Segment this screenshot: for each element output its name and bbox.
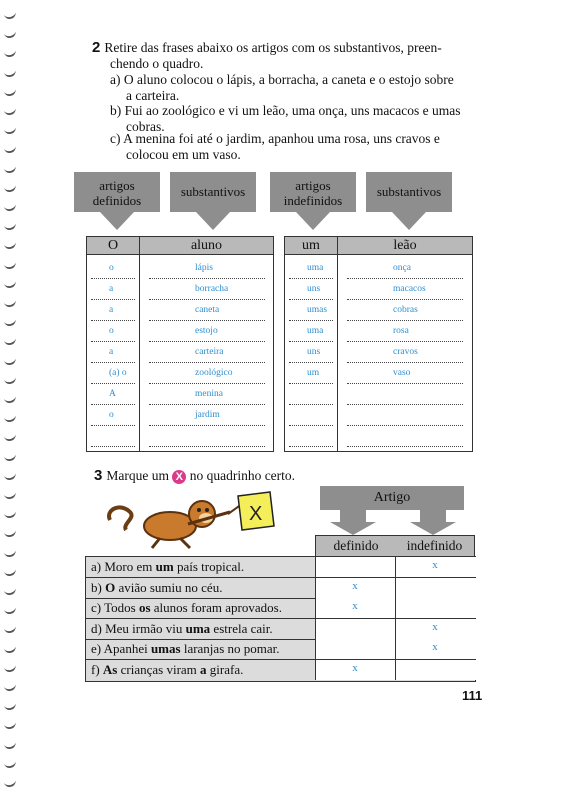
- mark-indefinido: x: [432, 620, 438, 633]
- mark-definido: x: [352, 579, 358, 592]
- article-cell: a: [91, 280, 135, 300]
- q2-instruction: [92, 40, 482, 72]
- arrow-substantivos-2: [364, 172, 454, 232]
- spiral-ring: [3, 393, 17, 404]
- q2-a-line2: a carteira.: [126, 88, 180, 103]
- article-cell: o: [91, 259, 135, 279]
- q2-c-line1: A menina foi até o jardim, apanhou uma rosa, uns cravos e: [123, 131, 440, 146]
- article-cell: [289, 406, 333, 426]
- spiral-ring: [3, 9, 17, 20]
- header-leao: leão: [338, 237, 472, 255]
- spiral-ring: [3, 450, 17, 461]
- article-cell: um: [289, 364, 333, 384]
- mark-indefinido: x: [432, 641, 438, 653]
- spiral-ring: [3, 604, 17, 615]
- checkbox-definido[interactable]: [315, 578, 396, 598]
- noun-cell: borracha: [149, 280, 265, 300]
- q3-row: [86, 598, 475, 619]
- spiral-ring: [3, 182, 17, 193]
- noun-cell: carteira: [149, 343, 265, 363]
- article-cell: [91, 427, 135, 447]
- q3-table: [85, 535, 474, 680]
- article-bold: As: [102, 661, 118, 677]
- noun-cell: estojo: [149, 322, 265, 342]
- page-number: 111: [462, 688, 483, 703]
- row-label: a): [91, 559, 102, 574]
- col-header-definido: definido: [315, 535, 397, 556]
- spiral-ring: [3, 566, 17, 577]
- q3-instruction: [94, 468, 414, 484]
- q2-instruction-line2: chendo o quadro.: [110, 56, 204, 71]
- sentence-pre: Todos: [104, 600, 139, 615]
- checkbox-indefinido[interactable]: [395, 598, 476, 618]
- q2-c-line2: colocou em um vaso.: [126, 147, 241, 162]
- mark-definido: x: [352, 600, 358, 612]
- spiral-ring: [3, 527, 17, 538]
- spiral-ring: [3, 662, 17, 673]
- checkbox-indefinido[interactable]: [395, 557, 476, 577]
- q3-row: [86, 557, 475, 578]
- noun-cell: cobras: [347, 301, 463, 321]
- sign-x-mark: X: [249, 503, 263, 525]
- column-divider: [139, 237, 140, 451]
- noun-cell: caneta: [149, 301, 265, 321]
- spiral-ring: [3, 220, 17, 231]
- spiral-ring: [3, 700, 17, 711]
- bleed-through-text: [439, 157, 562, 223]
- article-cell: [289, 427, 333, 447]
- arrow-label: artigos definidos: [92, 178, 142, 208]
- noun-cell: [347, 406, 463, 426]
- spiral-ring: [3, 642, 17, 653]
- table-indefinidos: [284, 236, 473, 452]
- artigo-arrows: [320, 508, 480, 536]
- spiral-ring: [3, 374, 17, 385]
- q3-instruction-pre: Marque um: [106, 468, 169, 483]
- q3-row-sentence: [91, 661, 243, 679]
- sentence-post: avião sumiu no céu.: [115, 579, 223, 595]
- spiral-ring: [3, 47, 17, 58]
- artigo-group-header: Artigo: [320, 486, 464, 510]
- sentence-post: alunos foram aprovados.: [150, 600, 282, 615]
- row-label: c): [91, 600, 102, 615]
- checkbox-definido[interactable]: [315, 557, 396, 577]
- row-label: e): [91, 641, 102, 656]
- q3-row-sentence: [91, 558, 244, 576]
- col-header-indefinido: indefinido: [395, 535, 475, 556]
- sentence-post: país tropical.: [173, 559, 245, 574]
- noun-cell: vaso: [347, 364, 463, 384]
- header-aluno: aluno: [140, 237, 273, 255]
- article-bold: os: [138, 600, 151, 615]
- row-label: f): [91, 661, 100, 677]
- x-circle-icon: X: [172, 470, 186, 484]
- spiral-ring: [3, 66, 17, 77]
- sentence-pre: Moro em: [104, 559, 156, 574]
- q3-row-sentence: [91, 640, 280, 658]
- spiral-ring: [3, 124, 17, 135]
- checkbox-indefinido[interactable]: [395, 619, 476, 639]
- checkbox-definido[interactable]: [315, 619, 396, 639]
- q2-b-line2: cobras.: [126, 119, 165, 134]
- row-label: b): [91, 579, 102, 595]
- spiral-ring: [3, 623, 17, 634]
- q3-row: [86, 578, 475, 599]
- sentence-pre: Meu irmão viu: [105, 620, 186, 636]
- noun-cell: macacos: [347, 280, 463, 300]
- article-cell: [289, 385, 333, 405]
- table-definidos: [86, 236, 274, 452]
- arrow-artigos-definidos: [72, 172, 162, 232]
- q3-row-sentence: [91, 579, 222, 597]
- spiral-ring: [3, 278, 17, 289]
- row-label: d): [91, 620, 102, 636]
- article-cell: uns: [289, 343, 333, 363]
- column-divider: [337, 237, 338, 451]
- header-o: O: [87, 237, 139, 255]
- spiral-ring: [3, 585, 17, 596]
- spiral-ring: [3, 239, 17, 250]
- mark-indefinido: x: [432, 559, 438, 571]
- q3-row-sentence: [91, 620, 273, 638]
- sentence-post: estrela cair.: [210, 620, 273, 636]
- q2-sentence-c: [110, 131, 490, 163]
- checkbox-definido[interactable]: [315, 660, 396, 680]
- article-cell: (a) o: [91, 364, 135, 384]
- article-bold: umas: [150, 641, 181, 656]
- sentence-post: laranjas no pomar.: [180, 641, 280, 656]
- spiral-ring: [3, 335, 17, 346]
- mark-definido: x: [352, 661, 358, 674]
- noun-cell: [347, 385, 463, 405]
- noun-cell: onça: [347, 259, 463, 279]
- q3-number: 3: [94, 467, 103, 484]
- spiral-ring: [3, 258, 17, 269]
- spiral-ring: [3, 297, 17, 308]
- q3-row: [86, 639, 475, 660]
- arrow-label: substantivos: [180, 184, 246, 199]
- article-bold: uma: [185, 620, 211, 636]
- article-bold: um: [155, 559, 174, 574]
- spiral-ring: [3, 28, 17, 39]
- spiral-ring: [3, 162, 17, 173]
- q3-row-sentence: [91, 599, 282, 617]
- article-cell: a: [91, 301, 135, 321]
- spiral-ring: [3, 143, 17, 154]
- spiral-ring: [3, 738, 17, 749]
- spiral-ring: [3, 412, 17, 423]
- checkbox-indefinido[interactable]: [395, 660, 476, 680]
- checkbox-definido[interactable]: [315, 639, 396, 659]
- article-cell: uns: [289, 280, 333, 300]
- spiral-ring: [3, 201, 17, 212]
- spiral-ring: [3, 758, 17, 769]
- arrow-label: artigos indefinidos: [283, 178, 343, 208]
- q3-table-body: [85, 556, 476, 682]
- article-cell: a: [91, 343, 135, 363]
- checkbox-indefinido[interactable]: [395, 578, 476, 598]
- sentence-pre: Apanhei: [103, 641, 151, 656]
- q2-a-label: a): [110, 72, 121, 87]
- article-bold: O: [105, 579, 116, 595]
- arrow-label: substantivos: [376, 184, 442, 199]
- article-bold-2: a: [200, 661, 207, 677]
- checkbox-definido[interactable]: [315, 598, 396, 618]
- article-cell: o: [91, 406, 135, 426]
- spiral-ring: [3, 546, 17, 557]
- q2-c-label: c): [110, 131, 121, 146]
- article-cell: A: [91, 385, 135, 405]
- q3-row: [86, 660, 475, 680]
- arrow-artigos-indefinidos: [268, 172, 358, 232]
- noun-cell: lápis: [149, 259, 265, 279]
- noun-cell: jardim: [149, 406, 265, 426]
- spiral-binding: [0, 0, 22, 800]
- noun-cell: cravos: [347, 343, 463, 363]
- spiral-ring: [3, 470, 17, 481]
- spiral-ring: [3, 489, 17, 500]
- spiral-ring: [3, 719, 17, 730]
- sentence-post: crianças viram: [117, 661, 201, 677]
- spiral-ring: [3, 681, 17, 692]
- spiral-ring: [3, 105, 17, 116]
- noun-cell: zoológico: [149, 364, 265, 384]
- spiral-ring: [3, 431, 17, 442]
- spiral-ring: [3, 777, 17, 788]
- noun-cell: menina: [149, 385, 265, 405]
- noun-cell: [347, 427, 463, 447]
- q3-row: [86, 619, 475, 640]
- checkbox-indefinido[interactable]: [395, 639, 476, 659]
- article-cell: umas: [289, 301, 333, 321]
- q2-a-line1: O aluno colocou o lápis, a borracha, a caneta e o estojo sobre: [123, 72, 454, 87]
- q2-number: 2: [92, 39, 101, 56]
- q2-b-line1: Fui ao zoológico e vi um leão, uma onça, uns macacos e umas: [124, 103, 461, 118]
- header-um: um: [285, 237, 337, 255]
- noun-cell: rosa: [347, 322, 463, 342]
- q2-instruction-line1: Retire das frases abaixo os artigos com os substantivos, preen-: [104, 40, 442, 55]
- q2-b-label: b): [110, 103, 122, 118]
- q3-instruction-post: no quadrinho certo.: [189, 468, 296, 483]
- q2-sentence-a: [110, 72, 490, 104]
- spiral-ring: [3, 354, 17, 365]
- article-cell: o: [91, 322, 135, 342]
- arrow-substantivos-1: [168, 172, 258, 232]
- article-cell: uma: [289, 322, 333, 342]
- sentence-post-2: girafa.: [206, 661, 244, 677]
- spiral-ring: [3, 86, 17, 97]
- spiral-ring: [3, 316, 17, 327]
- spiral-ring: [3, 508, 17, 519]
- article-cell: uma: [289, 259, 333, 279]
- noun-cell: [149, 427, 265, 447]
